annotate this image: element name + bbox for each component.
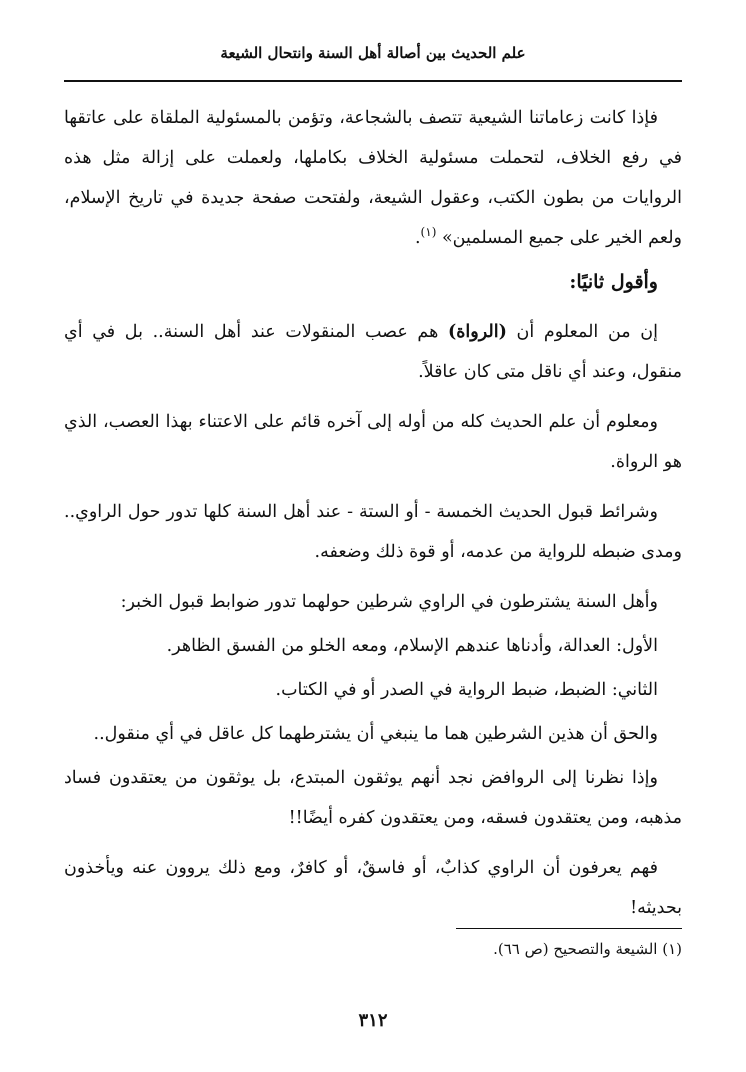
running-head: علم الحديث بين أصالة أهل السنة وانتحال الشيعة	[220, 44, 526, 62]
paragraph-rafida: وإذا نظرنا إلى الروافض نجد أنهم يوثقون المبتدع، بل يوثقون من يعتقدون فساد مذهبه، ومن يعتقدون فسقه، ومن يعتقدون كفره أيضًا!!	[64, 768, 682, 828]
paragraph-narrators	[64, 312, 682, 392]
footnote-rule	[456, 928, 682, 929]
footnote-reference: (١)	[420, 225, 437, 240]
quote-paragraph	[64, 98, 682, 258]
paragraph-truth: والحق أن هذين الشرطين هما ما ينبغي أن يشترطهما كل عاقل في أي منقول..	[93, 724, 658, 744]
paragraph-conclusion: فهم يعرفون أن الراوي كذابٌ، أو فاسقٌ، أو كافرٌ، ومع ذلك يروون عنه ويأخذون بحديثه!	[64, 858, 682, 918]
paragraph-narrators-start: إن من المعلوم أن	[506, 322, 659, 342]
page-number: ٣١٢	[358, 1010, 388, 1031]
paragraph-hadith-science: ومعلوم أن علم الحديث كله من أوله إلى آخره قائم على الاعتناء بهذا العصب، الذي هو الرواة.	[64, 412, 682, 472]
main-text	[64, 98, 682, 938]
footnote: (١) الشيعة والتصحيح (ص ٦٦).	[493, 940, 682, 958]
quote-text: فإذا كانت زعاماتنا الشيعية تتصف بالشجاعة، وتؤمن بالمسئولية الملقاة على عاتقها في رفع الخلاف، لتحملت مسئولية الخلاف بكاملها، ولعملت على إزالة مثل هذه الروايات من بطون الكتب، وعقول الشيعة، ولفتحت صفحة جديدة في تاريخ الإسلام، ولعم الخير على جميع المسلمين»	[64, 108, 682, 248]
header-rule	[64, 80, 682, 82]
paragraph-narrators-end: هم عصب المنقولات عند أهل السنة.. بل في أي منقول، وعند أي ناقل متى كان عاقلاً.	[64, 322, 682, 382]
paragraph-second-condition: الثاني: الضبط، ضبط الرواية في الصدر أو في الكتاب.	[275, 680, 658, 700]
section-heading: وأقول ثانيًا:	[569, 271, 658, 293]
paragraph-first-condition: الأول: العدالة، وأدناها عندهم الإسلام، ومعه الخلو من الفسق الظاهر.	[166, 636, 658, 656]
quote-end: .	[414, 228, 421, 248]
paragraph-two-conditions: وأهل السنة يشترطون في الراوي شرطين حولهما تدور ضوابط قبول الخبر:	[120, 592, 658, 612]
narrators-term: (الرواة)	[447, 322, 507, 342]
paragraph-conditions: وشرائط قبول الحديث الخمسة - أو الستة - عند أهل السنة كلها تدور حول الراوي.. ومدى ضبطه للرواية من عدمه، أو قوة ذلك وضعفه.	[64, 502, 682, 562]
